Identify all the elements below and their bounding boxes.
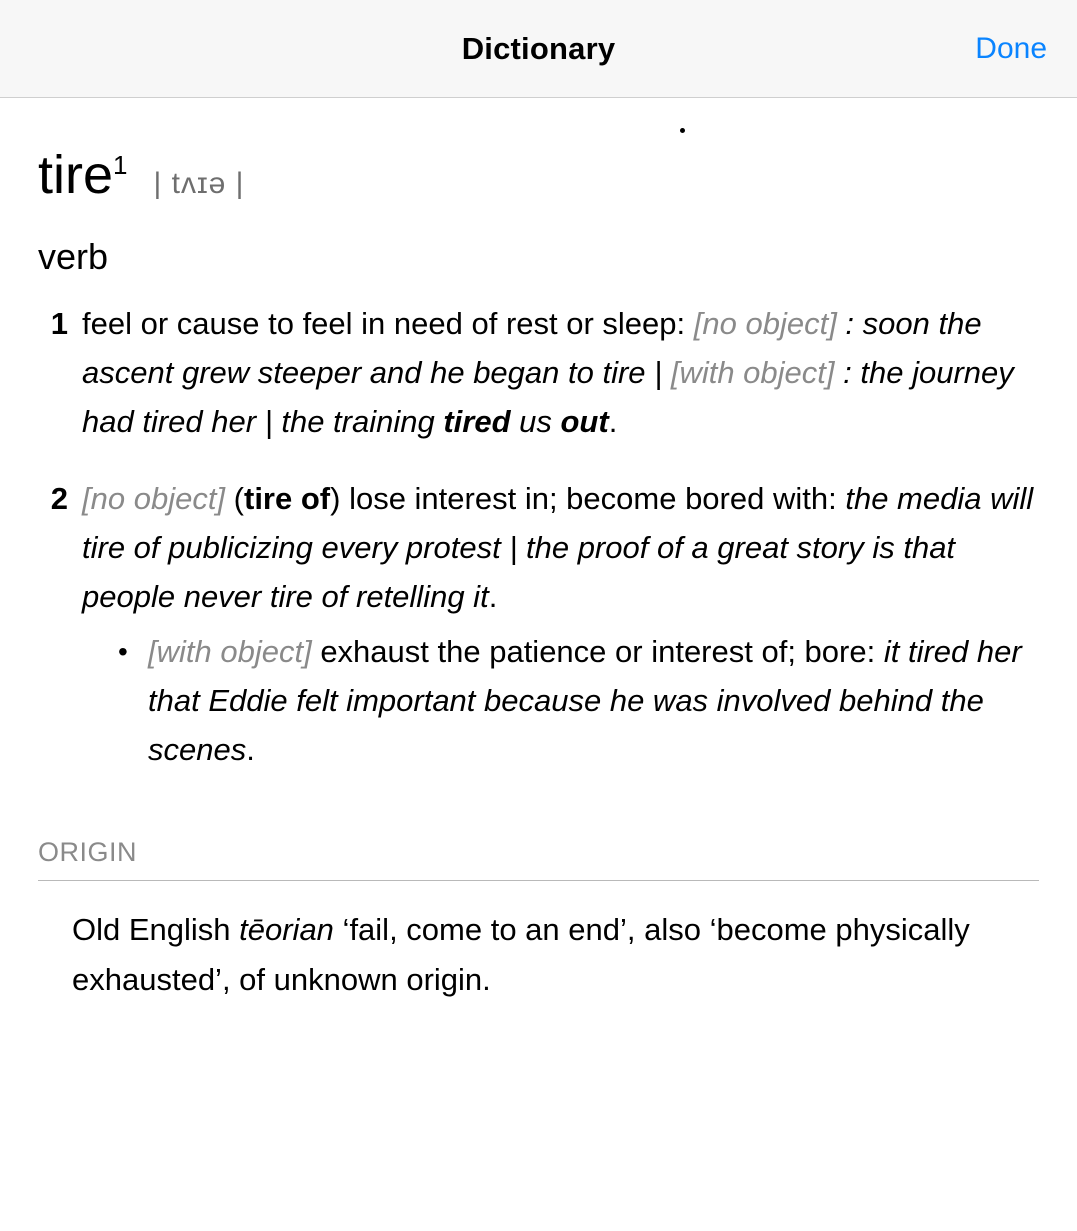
example-pipe: | — [256, 403, 282, 439]
sense-list — [38, 300, 1039, 775]
grammar-label: [with object] — [148, 633, 312, 669]
origin-text-part: Old English — [72, 911, 240, 947]
grammar-label: [with object] — [670, 354, 835, 390]
example-text: the proof of a great story is that people never tire of retelling it — [82, 529, 956, 614]
navigation-bar — [0, 0, 1077, 98]
example-period: . — [608, 403, 618, 439]
grammar-label: [no object] — [82, 480, 226, 516]
phrase-close-paren: ) — [330, 480, 341, 516]
sense-number: 1 — [50, 306, 68, 341]
example-text: it tired her that Eddie felt important because he was involved behind the scenes — [148, 633, 1022, 767]
entry-content[interactable] — [0, 98, 1077, 1231]
example-pipe: | — [500, 529, 526, 565]
example-text: the media will tire of publicizing every protest — [82, 480, 1034, 565]
example-separator: : — [834, 354, 861, 390]
subsense-definition: exhaust the patience or interest of; bore: — [311, 633, 876, 669]
phrase-label: tire of — [244, 480, 331, 516]
example-text: the training — [281, 403, 444, 439]
sense-item — [38, 475, 1039, 775]
sense-number: 2 — [50, 480, 68, 516]
headword-row — [38, 145, 1039, 205]
dot-marker-icon — [680, 128, 685, 133]
headword — [38, 145, 128, 205]
example-text: the journey had tired her — [82, 354, 1014, 439]
pronunciation: | tʌɪə | — [153, 167, 245, 200]
page-title: Dictionary — [461, 30, 616, 66]
example-bold: tired — [443, 403, 511, 439]
sense-body — [82, 475, 1039, 775]
phrase-open-paren: ( — [233, 480, 244, 516]
bullet-icon: • — [118, 635, 128, 667]
example-pipe: | — [645, 354, 671, 390]
example-bold: out — [560, 403, 609, 439]
sense-item — [38, 300, 1039, 447]
origin-etymon: tēorian — [239, 911, 334, 947]
sense-definition: feel or cause to feel in need of rest or sleep: — [82, 306, 686, 341]
sense-definition: lose interest in; become bored with: — [340, 480, 837, 516]
subsense-item — [118, 628, 1039, 775]
example-separator: : — [836, 306, 863, 341]
origin-text-part: ‘fail, come to an end’, also ‘become physically exhausted’, of unknown origin. — [72, 911, 970, 997]
origin-label: ORIGIN — [38, 836, 138, 867]
example-text: soon the ascent grew steeper and he began to tire — [82, 306, 982, 390]
origin-text — [38, 905, 1039, 1005]
homograph-number: 1 — [113, 150, 128, 180]
sense-body — [82, 300, 1039, 447]
grammar-label: [no object] — [693, 306, 837, 341]
example-period: . — [488, 578, 498, 614]
done-button[interactable]: Done — [975, 31, 1047, 65]
example-period: . — [246, 731, 255, 767]
example-text: us — [510, 403, 561, 439]
origin-section — [38, 837, 1039, 1005]
part-of-speech: verb — [38, 236, 109, 277]
headword-text: tire — [38, 145, 114, 205]
origin-divider — [38, 880, 1039, 881]
subsense-body — [148, 628, 1039, 775]
